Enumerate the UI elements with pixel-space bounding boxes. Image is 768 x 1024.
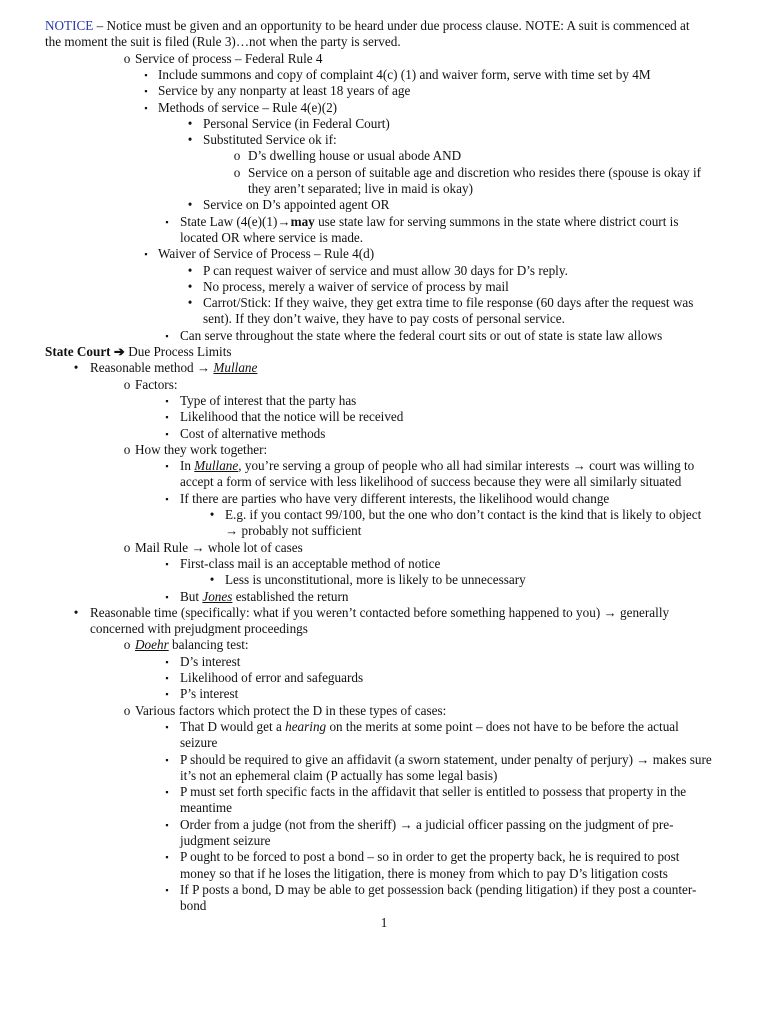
- text-segment: concerned with prejudgment proceedings: [90, 621, 308, 636]
- text-segment: D’s interest: [180, 654, 241, 669]
- text-segment: That D would get a: [180, 719, 286, 734]
- text-segment: P must set forth specific facts in the affidavit that seller is entitled to possess that property in the: [180, 784, 687, 799]
- text-line: [180, 409, 403, 425]
- bullet-square: ▪: [165, 412, 169, 422]
- text-line: [90, 605, 669, 621]
- text-segment: If P posts a bond, D may be able to get possession back (pending litigation) if they post a counter-: [180, 882, 697, 897]
- text-line: [135, 377, 178, 393]
- text-segment: located OR where service is made.: [180, 230, 364, 245]
- text-segment: Carrot/Stick: If they waive, they get extra time to file response (60 days after the request was: [203, 295, 694, 310]
- text-line: [203, 132, 337, 148]
- text-line: [248, 181, 473, 197]
- bullet-dot: •: [187, 295, 193, 310]
- text-segment: No process, merely a waiver of service of process by mail: [203, 279, 509, 294]
- text-segment: P’s interest: [180, 686, 239, 701]
- text-line: [180, 556, 440, 572]
- bullet-dot: •: [209, 507, 215, 522]
- text-line: [180, 800, 232, 816]
- case-name: Jones: [202, 589, 233, 604]
- text-line: [180, 328, 662, 344]
- bullet-square: ▪: [165, 331, 169, 341]
- bullet-circle: o: [233, 148, 241, 163]
- bullet-square: ▪: [165, 461, 169, 471]
- text-segment: Waiver of Service of Process – Rule 4(d): [158, 246, 375, 261]
- text-segment: Likelihood that the notice will be received: [180, 409, 404, 424]
- text-segment: money so that if he loses the litigation, there is money from which to pay D’s litigation costs: [180, 866, 668, 881]
- bullet-dot: •: [187, 263, 193, 278]
- bullet-circle: o: [123, 540, 131, 555]
- bullet-square: ▪: [165, 689, 169, 699]
- bullet-dot: •: [209, 572, 215, 587]
- bullet-circle: o: [233, 165, 241, 180]
- text-line: [180, 882, 696, 898]
- bullet-square: ▪: [165, 852, 169, 862]
- text-segment: hearing: [285, 719, 327, 734]
- text-line: [135, 51, 323, 67]
- bullet-square: ▪: [165, 673, 169, 683]
- text-segment: Factors:: [135, 377, 178, 392]
- text-line: [180, 735, 217, 751]
- text-line: [180, 491, 609, 507]
- text-line: [180, 866, 668, 882]
- text-segment: accept a form of service with less likelihood of success because they were all similarly situated: [180, 474, 682, 489]
- text-line: [180, 898, 206, 914]
- bullet-square: ▪: [165, 217, 169, 227]
- text-segment: Reasonable time (specifically: what if you weren’t contacted before something happened to you) → generally: [90, 605, 670, 620]
- text-segment: balancing test:: [168, 637, 249, 652]
- text-segment: Service on D’s appointed agent OR: [203, 197, 390, 212]
- text-line: [45, 34, 401, 50]
- text-segment: D’s dwelling house or usual abode AND: [248, 148, 462, 163]
- text-line: [135, 637, 249, 653]
- bullet-square: ▪: [144, 103, 148, 113]
- page-number: 1: [380, 915, 388, 930]
- text-line: [158, 67, 651, 83]
- text-segment: use state law for serving summons in the state where district court is: [314, 214, 679, 229]
- text-line: [180, 768, 497, 784]
- text-segment: Service of process – Federal Rule 4: [135, 51, 323, 66]
- case-name: Mullane: [194, 458, 239, 473]
- bullet-square: ▪: [165, 559, 169, 569]
- text-segment: Less is unconstitutional, more is likely to be unnecessary: [225, 572, 526, 587]
- text-segment: judgment seizure: [180, 833, 271, 848]
- text-segment: Personal Service (in Federal Court): [203, 116, 390, 131]
- text-line: [180, 752, 712, 768]
- text-line: [225, 572, 526, 588]
- bullet-square: ▪: [165, 820, 169, 830]
- text-line: [180, 670, 363, 686]
- text-segment: Reasonable method →: [90, 360, 214, 375]
- bullet-square: ▪: [165, 657, 169, 667]
- text-segment: it’s not an ephemeral claim (P actually has some legal basis): [180, 768, 498, 783]
- text-line: [180, 230, 363, 246]
- text-line: [180, 817, 674, 833]
- text-line: [180, 784, 686, 800]
- text-line: [203, 263, 568, 279]
- text-line: [135, 703, 446, 719]
- bullet-circle: o: [123, 377, 131, 392]
- text-line: [158, 246, 374, 262]
- text-segment: State Court ➔: [45, 344, 125, 359]
- text-line: [135, 442, 267, 458]
- text-segment: sent). If they don’t waive, they have to pay costs of personal service.: [203, 311, 565, 326]
- bullet-circle: o: [123, 703, 131, 718]
- text-segment: P can request waiver of service and must allow 30 days for D’s reply.: [203, 263, 568, 278]
- text-segment: Service on a person of suitable age and discretion who resides there (spouse is okay if: [248, 165, 702, 180]
- text-line: [203, 295, 693, 311]
- bullet-dot: •: [187, 279, 193, 294]
- text-line: [180, 654, 240, 670]
- text-segment: meantime: [180, 800, 232, 815]
- bullet-circle: o: [123, 442, 131, 457]
- text-segment: How they work together:: [135, 442, 268, 457]
- text-segment: Likelihood of error and safeguards: [180, 670, 364, 685]
- text-segment: Type of interest that the party has: [180, 393, 357, 408]
- text-line: [90, 360, 257, 376]
- text-line: [203, 197, 389, 213]
- bullet-square: ▪: [165, 494, 169, 504]
- text-segment: Substituted Service ok if:: [203, 132, 337, 147]
- text-segment: Methods of service – Rule 4(e)(2): [158, 100, 338, 115]
- text-segment: established the return: [232, 589, 349, 604]
- bullet-square: ▪: [165, 429, 169, 439]
- text-line: [180, 393, 356, 409]
- bullet-square: ▪: [165, 592, 169, 602]
- text-segment: Various factors which protect the D in these types of cases:: [135, 703, 447, 718]
- text-segment: the moment the suit is filed (Rule 3)…not when the party is served.: [45, 34, 401, 49]
- text-line: [135, 540, 303, 556]
- text-segment: on the merits at some point – does not have to be before the actual: [326, 719, 679, 734]
- text-line: [180, 686, 238, 702]
- text-segment: E.g. if you contact 99/100, but the one who don’t contact is the kind that is likely to object: [225, 507, 702, 522]
- text-segment: Can serve throughout the state where the federal court sits or out of state is state law allows: [180, 328, 663, 343]
- text-line: [45, 344, 232, 360]
- text-segment: Mail Rule → whole lot of cases: [135, 540, 303, 555]
- text-line: [180, 833, 270, 849]
- text-segment: If there are parties who have very different interests, the likelihood would change: [180, 491, 610, 506]
- text-segment: may: [290, 214, 315, 229]
- bullet-dot: •: [187, 116, 193, 131]
- bullet-square: ▪: [165, 722, 169, 732]
- bullet-circle: o: [123, 51, 131, 66]
- text-line: [203, 279, 509, 295]
- text-line: [180, 214, 678, 230]
- text-line: [203, 116, 390, 132]
- text-segment: bond: [180, 898, 207, 913]
- text-line: [180, 458, 694, 474]
- text-segment: they aren’t separated; live in maid is okay): [248, 181, 473, 196]
- text-line: [225, 507, 701, 523]
- heading-term: NOTICE: [45, 18, 94, 33]
- text-line: [248, 165, 701, 181]
- text-line: [158, 83, 410, 99]
- bullet-circle: o: [123, 637, 131, 652]
- bullet-dot: •: [187, 132, 193, 147]
- bullet-square: ▪: [144, 249, 148, 259]
- text-line: [180, 849, 679, 865]
- text-line: [225, 523, 361, 539]
- text-segment: Include summons and copy of complaint 4(c) (1) and waiver form, serve with time set by 4M: [158, 67, 651, 82]
- text-segment: P should be required to give an affidavit (a sworn statement, under penalty of perjury) → makes sure: [180, 752, 712, 767]
- bullet-square: ▪: [165, 396, 169, 406]
- text-line: [248, 148, 461, 164]
- text-line: [180, 426, 325, 442]
- text-line: [180, 589, 348, 605]
- bullet-square: ▪: [165, 885, 169, 895]
- case-name: Mullane: [213, 360, 258, 375]
- text-line: [158, 100, 337, 116]
- bullet-square: ▪: [165, 755, 169, 765]
- text-segment: But: [180, 589, 203, 604]
- bullet-square: ▪: [144, 70, 148, 80]
- text-segment: State Law (4(e)(1)→: [180, 214, 291, 229]
- text-segment: → probably not sufficient: [225, 523, 362, 538]
- text-segment: Service by any nonparty at least 18 years of age: [158, 83, 411, 98]
- text-segment: Cost of alternative methods: [180, 426, 326, 441]
- bullet-dot: •: [73, 360, 79, 375]
- text-segment: seizure: [180, 735, 218, 750]
- text-line: [90, 621, 308, 637]
- text-segment: Due Process Limits: [124, 344, 232, 359]
- text-segment: In: [180, 458, 195, 473]
- text-segment: First-class mail is an acceptable method of notice: [180, 556, 441, 571]
- text-line: [180, 474, 681, 490]
- text-line: [180, 719, 679, 735]
- text-segment: P ought to be forced to post a bond – so in order to get the property back, he is required to post: [180, 849, 680, 864]
- bullet-square: ▪: [144, 86, 148, 96]
- bullet-dot: •: [73, 605, 79, 620]
- text-segment: – Notice must be given and an opportunity to be heard under due process clause. NOTE: A suit is commenced at: [93, 18, 690, 33]
- text-segment: , you’re serving a group of people who all had similar interests → court was willing to: [238, 458, 695, 473]
- text-segment: Order from a judge (not from the sheriff) → a judicial officer passing on the judgment of pre-: [180, 817, 674, 832]
- text-line: [203, 311, 565, 327]
- bullet-dot: •: [187, 197, 193, 212]
- bullet-square: ▪: [165, 787, 169, 797]
- text-line: [45, 18, 690, 34]
- case-name: Doehr: [135, 637, 169, 652]
